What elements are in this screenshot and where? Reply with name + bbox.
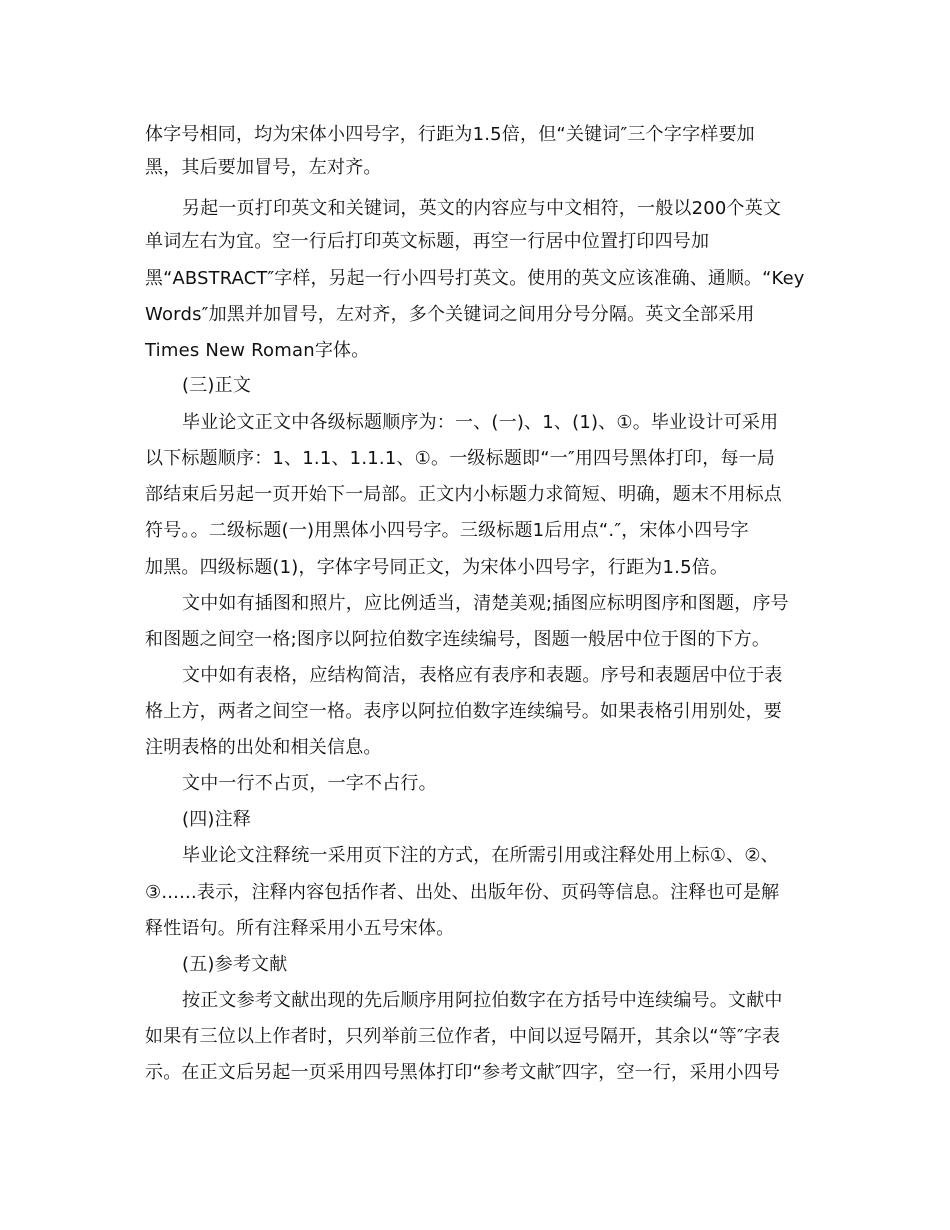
section-heading: (五)参考文献 — [182, 954, 288, 975]
text-line: 符号。。二级标题(一)用黑体小四号字。三级标题1后用点“.″，宋体小四号字 — [145, 520, 749, 541]
paragraph-start-line: 按正文参考文献出现的先后顺序用阿拉伯数字在方括号中连续编号。文献中 — [182, 990, 783, 1011]
section-heading: (四)注释 — [182, 809, 252, 830]
text-line: 释性语句。所有注释采用小五号宋体。 — [145, 918, 455, 939]
text-line: 体字号相同，均为宋体小四号字，行距为1.5倍，但“关键词″三个字字样要加 — [145, 124, 755, 145]
section-heading: (三)正文 — [182, 375, 252, 396]
paragraph-start-line: 毕业论文注释统一采用页下注的方式，在所需引用或注释处用上标①、②、 — [182, 845, 779, 866]
text-line: 以下标题顺序：1、1.1、1.1.1、①。一级标题即“一″用四号黑体打印，每一局 — [145, 448, 776, 469]
text-line: Times New Roman字体。 — [145, 340, 370, 361]
text-line: 单词左右为宜。空一行后打印英文标题，再空一行居中位置打印四号加 — [145, 231, 710, 252]
text-line: Words″加黑并加冒号，左对齐，多个关键词之间用分号分隔。英文全部采用 — [145, 304, 755, 325]
text-line: 格上方，两者之间空一格。表序以阿拉伯数字连续编号。如果表格引用别处，要 — [145, 701, 782, 722]
text-line: 示。在正文后另起一页采用四号黑体打印“参考文献″四字，空一行，采用小四号 — [145, 1062, 781, 1083]
text-line: 如果有三位以上作者时，只列举前三位作者，中间以逗号隔开，其余以“等″字表 — [145, 1026, 781, 1047]
paragraph-start-line: 另起一页打印英文和关键词，英文的内容应与中文相符，一般以200个英文 — [182, 198, 782, 219]
text-line: ③......表示，注释内容包括作者、出处、出版年份、页码等信息。注释也可是解 — [145, 882, 780, 903]
paragraph-start-line: 毕业论文正文中各级标题顺序为：一、(一)、1、(1)、①。毕业设计可采用 — [182, 412, 779, 433]
text-line: 和图题之间空一格;图序以阿拉伯数字连续编号，图题一般居中位于图的下方。 — [145, 629, 771, 650]
paragraph-start-line: 文中如有插图和照片，应比例适当，清楚美观;插图应标明图序和图题，序号 — [182, 593, 789, 614]
paragraph-start-line: 文中如有表格，应结构简洁，表格应有表序和表题。序号和表题居中位于表 — [182, 665, 783, 686]
text-line: 加黑。四级标题(1)，字体字号同正文，为宋体小四号字，行距为1.5倍。 — [145, 557, 729, 578]
paragraph-start-line: 文中一行不占页，一字不占行。 — [182, 773, 437, 794]
text-line: 黑“ABSTRACT″字样，另起一行小四号打英文。使用的英文应该准确、通顺。“Key — [145, 268, 805, 289]
text-line: 黑，其后要加冒号，左对齐。 — [145, 157, 382, 178]
text-line: 部结束后另起一页开始下一局部。正文内小标题力求简短、明确，题末不用标点 — [145, 484, 782, 505]
text-line: 注明表格的出处和相关信息。 — [145, 737, 382, 758]
